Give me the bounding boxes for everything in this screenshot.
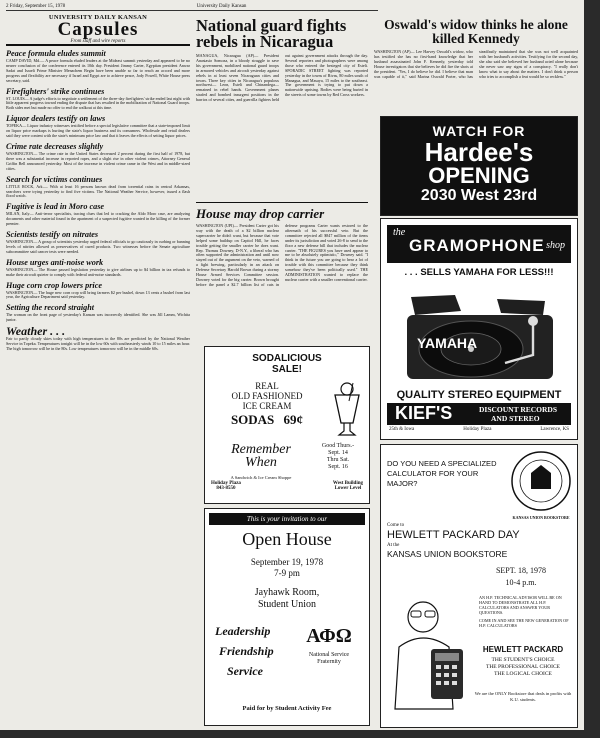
news-brief bbox=[6, 202, 190, 227]
news-brief bbox=[6, 230, 190, 255]
brief-text: WASHINGTON— The House passed legislation yesterday to give airlines up to $4 billion in tax refunds to make their aircraft quieter to comply with federal anti-noise standards. bbox=[6, 266, 190, 277]
hardees-watch-for: WATCH FOR bbox=[432, 123, 526, 139]
page-folio bbox=[6, 4, 378, 11]
brief-headline: Liquor dealers testify on laws bbox=[6, 114, 106, 124]
kiefs-sub2: AND STEREO bbox=[491, 414, 540, 423]
brief-headline: Peace formula eludes summit bbox=[6, 49, 106, 58]
gramophone-tagline: . . . SELLS YAMAHA FOR LESS!!! bbox=[404, 267, 554, 278]
open-house-building: Student Union bbox=[257, 599, 317, 610]
gramophone-kiefs-ad bbox=[380, 218, 578, 440]
fraternity-type: National Service bbox=[308, 652, 350, 658]
brief-headline: Crime rate decreases slightly bbox=[6, 141, 104, 151]
dates-line2: Thru Sat. bbox=[326, 457, 350, 463]
kiefs-address: 25th & Iowa bbox=[389, 427, 415, 432]
yamaha-logo: YAMAHA bbox=[417, 335, 478, 351]
soda-sale-title1: SODALICIOUS bbox=[252, 353, 322, 364]
hp-calculator-ad bbox=[380, 444, 578, 728]
hardees-opening: OPENING bbox=[428, 163, 530, 188]
open-house-room: Jayhawk Room, bbox=[254, 587, 320, 598]
brief-headline: Scientists testify on nitrates bbox=[6, 230, 99, 240]
kiefs-plaza: Holiday Plaza bbox=[463, 427, 492, 432]
brief-headline: Fugitive is lead in Moro case bbox=[6, 202, 105, 212]
remember-logo-line1: Remember bbox=[231, 442, 291, 457]
remember-when-ad bbox=[204, 346, 370, 504]
oswald-story-text: WASHINGTON (AP)— Lee Harvey Oswald's widow, who has testified she has no first-hand knowledge that her husband assassinated John F. Kennedy, yesterday told House investigators that she believes he did fire the shots at the president. "Yes, I do believe he did. I believe that man was capable of it," said Marina Oswald Porter, who has steadfastly maintained that she was not well acquainted with her husband's activities. Testifying for the second day, she also said she believed her husband acted alone because she never saw any signs of a conspiracy. "I really don't know what to say about the matters. I don't think a person who tries to accomplish a feat would be so reckless." bbox=[374, 50, 578, 79]
capsules-subtitle: From staff and wire reports bbox=[70, 39, 126, 44]
page-edge-bottom bbox=[0, 730, 600, 738]
bookstore-come: Come to bbox=[387, 523, 405, 528]
location2-level: Lower Level bbox=[334, 486, 362, 491]
calculator-student-illustration bbox=[387, 597, 473, 713]
fraternity-label: Fraternity bbox=[317, 659, 341, 665]
fraternity-letters: ΑΦΩ bbox=[306, 625, 352, 647]
soda-price: 69¢ bbox=[283, 412, 304, 427]
brief-text: WASHINGTON— A group of scientists yesterday urged federal officials to go cautiously in curbing or banning levels of nitrites allowed as preservatives of cured products. Two witnesses before the Senate agriculture subcommittee said cancer tests were needed. bbox=[6, 239, 190, 254]
capsules-kicker: UNIVERSITY DAILY KANSAN bbox=[48, 14, 148, 21]
bookstore-seal-icon bbox=[509, 449, 573, 513]
hp-day: HEWLETT PACKARD DAY bbox=[387, 529, 520, 541]
open-house-paid: Paid for by Student Activity Fee bbox=[242, 705, 332, 712]
kiefs-name: KIEF'S bbox=[395, 403, 453, 423]
soda-line3: ICE CREAM bbox=[242, 401, 292, 411]
brief-text: The woman on the front page of yesterday's Kansan was incorrectly identified. She was Jill Lamm, Wichita junior. bbox=[6, 312, 190, 323]
gramophone-the: the bbox=[393, 227, 406, 238]
news-brief bbox=[6, 258, 190, 278]
brief-headline: Firefighters' strike continues bbox=[6, 86, 105, 96]
capsules-column bbox=[6, 14, 190, 732]
news-brief bbox=[6, 303, 190, 323]
capsules-title: Capsules bbox=[57, 19, 139, 40]
soda-line2: OLD FASHIONED bbox=[231, 391, 303, 401]
hardees-brand: Hardee's bbox=[424, 137, 534, 167]
hp-bullet-2: COME IN AND SEE THE NEW GENERATION OF H.P. CALCULATORS bbox=[479, 618, 569, 628]
location1-name: Holiday Plaza bbox=[211, 481, 241, 486]
oswald-story bbox=[374, 50, 578, 100]
value-service: Service bbox=[227, 664, 263, 678]
brief-text: TOPEKA— Liquor industry witnesses testified before a special legislative committee that a state-imposed limit on liquor price markups is hurting the state's liquor business and its consumers. Wholesale and retail dealers said they were content with the state's minimum price law and that it leaves the effects of setting liquor prices. bbox=[6, 123, 190, 139]
weather-text: Fair to partly cloudy skies today with high temperatures in the 80s are predicted by the National Weather Service in Topeka. Temperatures tonight will be in the low 60s with southeasterly winds 10 to 15 miles an hour. The high tomorrow will be in the 80s. Low temperatures tomorrow will be in the middle 60s. bbox=[6, 336, 190, 351]
kiefs-footer bbox=[389, 427, 569, 432]
kiefs-city: Lawrence, KS bbox=[540, 427, 569, 432]
brief-text: MILAN, Italy— Anti-terror specialists, tracing clues that led to cracking the Aldo Moro case, are analyzing documents and other material found in the apartment of a suspected fugitive wanted in the killing of the former premier. bbox=[6, 211, 190, 227]
nicaragua-story-text: MANAGUA, Nicaragua (AP)— President Anastasio Somoza, in a bloody struggle to save his government, mobilized national guard troops in armored vehicles and aircraft yesterday against rebels in at least seven Nicaraguan cities and towns. Three key cities in Nicaragua's populous northwest— Leon, Esteli and Chinandega— remained in rebel hands. Government planes strafed and bombed insurgent positions in the barrios of several cities, and guerrilla fighters held out against government attacks through the day. Several reporters and photographers were among those who entered the besieged city of Esteli. SPORADIC STREET fighting was reported yesterday in the towns of Rivas, 80 miles south of Managua, and Masaya, 15 miles to the southeast. The government is trying to put down a nationwide uprising. Bodies were being buried in the streets of some towns by Red Cross workers. bbox=[196, 54, 368, 103]
hp-students-choice: THE STUDENT'S CHOICE bbox=[491, 657, 555, 663]
hp-day-date: SEPT. 18, 1978 bbox=[495, 566, 547, 575]
brief-text: CAMP DAVID, Md.— A peace formula eluded leaders at the Mideast summit yesterday and appeared to be no nearer conclusion of the conference entered its 10th day. President Jimmy Carter, Egyptian president Anwar Sadat and Israeli Prime Minister Menachem Begin have been unable so far to reach an accord and more progress and flexibility are necessary if Israel and Egypt are to achieve peace, Jody Powell, White House press secretary, said. bbox=[6, 58, 190, 83]
soda-sale-title2: SALE! bbox=[272, 364, 302, 375]
open-house-time: 7-9 pm bbox=[274, 568, 300, 578]
location2-name: West Building bbox=[332, 481, 363, 486]
news-brief bbox=[6, 281, 190, 301]
gramophone-shop: shop bbox=[546, 240, 565, 251]
soda-line1: REAL bbox=[255, 381, 279, 391]
remember-logo-line2: When bbox=[245, 455, 277, 470]
bookstore-name: KANSAS UNION BOOKSTORE bbox=[387, 549, 508, 559]
brief-text: WASHINGTON— The crime rate in the United States decreased 2 percent during the first half of 1978, but there was a substantial increase in reported rapes, and a slight rise in other violent crimes, Attorney General Griffin Bell announced yesterday. Most of the increase in violent crime came in the West and in middle-sized cities. bbox=[6, 150, 190, 171]
news-brief bbox=[6, 142, 190, 172]
kiefs-quality: QUALITY STEREO EQUIPMENT bbox=[396, 389, 562, 401]
carrier-story bbox=[196, 224, 368, 328]
bookstore-seal: KANSAS UNION BOOKSTORE bbox=[512, 515, 570, 520]
bookstore-footer: We are the ONLY Bookstore that deals in profits with K.U. students. bbox=[474, 691, 572, 702]
soda-glass-icon bbox=[331, 381, 363, 437]
kiefs-banner bbox=[387, 403, 571, 425]
dates-line3: Sept. 16 bbox=[328, 464, 348, 470]
brief-text: ST. LOUIS— A judge's efforts to negotiate a settlement of the three-day firefighters' strike ended last night with little apparent progress toward ending the dispute that has resulted in the mobilization of National Guard troops. Both sides met but made no offer to end the walkout at this time. bbox=[6, 95, 190, 111]
hp-day-time: 10-4 p.m. bbox=[505, 578, 537, 587]
right-column bbox=[374, 14, 578, 100]
hp-professional-choice: THE PROFESSIONAL CHOICE bbox=[485, 664, 561, 670]
gramophone-name: GRAMOPHONE bbox=[409, 236, 545, 255]
open-house-date: September 19, 1978 bbox=[250, 557, 324, 567]
dates-heading: Good Thurs.- bbox=[321, 443, 355, 449]
page-edge-shadow bbox=[584, 0, 600, 738]
middle-column bbox=[196, 14, 368, 328]
brief-headline: Search for victims continues bbox=[6, 174, 103, 184]
carrier-headline: House may drop carrier bbox=[196, 206, 325, 221]
hp-brand: HEWLETT PACKARD bbox=[482, 645, 564, 654]
location1-phone: 843-8550 bbox=[216, 486, 236, 491]
bookstore-question: DO YOU NEED A SPECIALIZED CALCULATOR FOR YOUR MAJOR? bbox=[387, 459, 497, 488]
brief-text: WASHINGTON— The huge new corn crop will bring farmers $2 per bushel, down 13 cents a bushel from last year, the Agriculture Department said yesterday. bbox=[6, 289, 190, 300]
nicaragua-headline: National guard fights rebels in Nicaragua bbox=[196, 16, 347, 51]
open-house-title: Open House bbox=[242, 529, 332, 549]
news-brief bbox=[6, 49, 190, 84]
news-brief bbox=[6, 175, 190, 200]
folio-date: 2 Friday, September 15, 1978 bbox=[6, 4, 66, 9]
hp-bullet-1: AN H.P. TECHNICAL ADVISOR WILL BE ON HAND TO DEMONSTRATE ALL H.P. CALCULATORS AND ANSWER YOUR QUESTIONS. bbox=[479, 595, 562, 615]
open-house-invite: This is your invitation to our bbox=[209, 513, 365, 525]
news-brief bbox=[6, 114, 190, 139]
remember-tagline: A Sandwich & Ice Cream Shoppe bbox=[230, 475, 292, 480]
weather-brief bbox=[6, 324, 190, 352]
brief-text: LITTLE ROCK, Ark.— With at least 16 persons known dead from torrential rains in central Arkansas, searchers were trying yesterday to find five victims. The National Weather Service, however, issued a flash flood watch. bbox=[6, 183, 190, 199]
gramophone-banner bbox=[387, 225, 571, 263]
brief-headline: House urges anti-noise work bbox=[6, 257, 104, 267]
soda-label: SODAS bbox=[230, 412, 275, 427]
open-house-ad bbox=[204, 508, 370, 726]
capsules-masthead bbox=[6, 14, 190, 46]
dates-line1: Sept. 14 bbox=[328, 450, 348, 456]
kiefs-sub1: DISCOUNT RECORDS bbox=[479, 405, 558, 414]
weather-headline: Weather . . . bbox=[6, 324, 66, 339]
hardees-ad bbox=[380, 116, 578, 216]
value-leadership: Leadership bbox=[215, 624, 271, 638]
hp-logical-choice: THE LOGICAL CHOICE bbox=[494, 671, 552, 677]
hardees-address: 2030 West 23rd bbox=[420, 187, 538, 204]
brief-headline: Setting the record straight bbox=[6, 303, 95, 313]
brief-headline: Huge corn crop lowers price bbox=[6, 280, 102, 290]
value-friendship: Friendship bbox=[219, 644, 274, 658]
nicaragua-story bbox=[196, 54, 368, 194]
news-brief bbox=[6, 87, 190, 112]
folio-paper-name: University Daily Kansan bbox=[196, 4, 247, 9]
carrier-story-text: WASHINGTON (UPI)— President Carter got his way with the death of a $2 billion nuclear supercarrier he didn't want, but because that vote helped some buildup on Capitol Hill, he faces trouble getting the smaller carrier he does want. Rep. Thomas Downey, D-N.Y., a liberal who has often supported the administration and until now stayed out of the argument on the veto, warned of a fight brewing, particularly in an attack on Defense Secretary Harold Brown during a stormy House Armed Services Committee session. Downey voted for the big carrier. Brown brought before the panel a $2.7 billion list of cuts in defense programs Carter wants restored to the aftermath of his successful veto. But the committee rejected all $847 million of the items under its jurisdiction and voted 26-8 to send to the floor a new defense bill that includes the nuclear carrier. "THE FIGURES you have used appear to me to be absolutely optimistic," Downey said. "I think in the future you are going to hear a lot of trouble with this committee because they think somehow they've been politically used." THE ADMINISTRATION wanted to replace the nuclear carrier with a smaller conventional carrier. bbox=[196, 224, 368, 287]
oswald-headline: Oswald's widow thinks he alone killed Kennedy bbox=[384, 17, 568, 46]
bookstore-at: At the bbox=[387, 543, 400, 548]
